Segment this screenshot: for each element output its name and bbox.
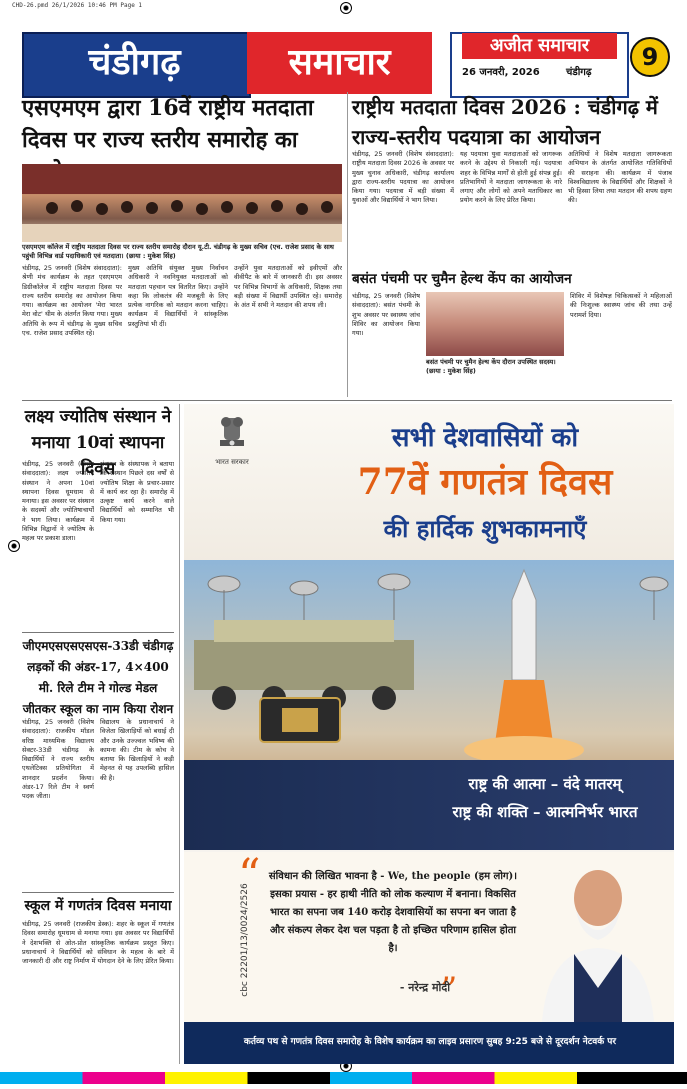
ad-slogan-2: राष्ट्र की शक्ति – आत्मनिर्भर भारत [452,803,638,821]
section-divider [22,892,174,893]
story1-column-3: उन्होंने युवा मतदाताओं को इवीएमों और वीवीपैट के बारे में जानकारी दी। इस अवसर पर विभिन्न विभागों के अधिकारी, शिक्षक तथा बड़ी संख्या में विद्यार्थी उपस्थित रहे। समारोह के अंत में सभी ने मतदान की शपथ ली। [234,264,342,310]
ad-slogan-1: राष्ट्र की आत्मा – वंदे मातरम् [468,775,622,793]
story4-column-2: संस्थान के संस्थापक ने बताया कि संस्थान पिछले दस वर्षों से ज्योतिष शिक्षा के प्रचार-प्रसार में कार्य कर रहा है। समारोह में उत्कृष्ट कार्य करने वाले विद्यार्थियों को सम्मानित भी किया गया। [100,460,174,524]
leader-portrait [528,858,668,1022]
file-info-line: CHD-26.pmd 26/1/2026 10:46 PM Page 1 [12,2,143,9]
ad-logo-caption: भारत सरकार [215,458,249,466]
ad-footer-text: कर्तव्य पथ से गणतंत्र दिवस समारोह के विशेष कार्यक्रम का लाइव प्रसारण सुबह 9:25 बजे से दूरदर्शन नेटवर्क पर [243,1037,617,1047]
color-calibration-strip [0,1072,687,1084]
story4-headline: लक्ष्य ज्योतिष संस्थान ने मनाया 10वां स्थापना दिवस [24,407,172,479]
story5-column-1: चंडीगढ़, 25 जनवरी (विशेष संवाददाता): राजकीय मॉडल वरिष्ठ माध्यमिक विद्यालय सेक्टर-33डी चंडीगढ़ के विद्यार्थियों ने राज्य स्तरीय एथलेटिक्स प्रतियोगिता में शानदार प्रदर्शन किया। अंडर-17 रिले टीम ने स्वर्ण पदक जीता। [22,718,94,801]
story2-headline: राष्ट्रीय मतदाता दिवस 2026 : चंडीगढ़ में राज्य-स्तरीय पदयात्रा का आयोजन [352,95,658,149]
ad-quote-author: - नरेन्द्र मोदी [399,981,451,994]
story1-photo-credit: (छाया : मुकेश सिंह) [125,252,176,260]
story3-headline: बसंत पंचमी पर चुमैन हेल्थ केंप का आयोजन [352,271,572,287]
column-divider [179,404,180,1064]
paper-name: अजीत समाचार [462,33,617,59]
story6-headline: स्कूल में गणतंत्र दिवस मनाया [24,898,172,914]
story1-column-2: मुख्य अतिथि संयुक्त मुख्य निर्वाचन अधिकारी ने नवनियुक्त मतदाताओं को मतदाता पहचान पत्र वितरित किए। उन्होंने कहा कि लोकतंत्र की मजबूती के लिए प्रत्येक नागरिक को मतदान करना चाहिए। कार्यक्रम में विद्यार्थियों ने सांस्कृतिक प्रस्तुतियां भी दीं। [128,264,228,328]
story4-column-1: चंडीगढ़, 25 जनवरी (विशेष संवाददाता): लक्ष्य ज्योतिष संस्थान ने अपना 10वां स्थापना दिवस धूमधाम से मनाया। इस अवसर पर संस्थान के सदस्यों और ज्योतिषाचार्यों ने भाग लिया। कार्यक्रम में विभिन्न विद्वानों ने ज्योतिष के महत्व पर प्रकाश डाला। [22,460,94,543]
close-quote-icon: ” [440,970,458,1010]
ad-greeting-line3: की हार्दिक शुभकामनाएँ [383,514,587,543]
story5-column-2: विद्यालय के प्रधानाचार्य ने विजेता खिलाड़ियों को बधाई दी और उनके उज्ज्वल भविष्य की कामना की। टीम के कोच ने बताया कि खिलाड़ियों ने कड़ी मेहनत से यह उपलब्धि हासिल की है। [100,718,174,782]
story6-body: चंडीगढ़, 25 जनवरी (राजकीय डेस्क): शहर के स्कूल में गणतंत्र दिवस समारोह धूमधाम से मनाया गया। इस अवसर पर विद्यार्थियों ने देशभक्ति से ओत-प्रोत सांस्कृतिक कार्यक्रम प्रस्तुत किए। प्रधानाचार्य ने विद्यार्थियों को संविधान के महत्व के बारे में जानकारी दी और राष्ट्र निर्माण में योगदान देने के लिए प्रेरित किया। [22,920,174,966]
open-quote-icon: “ [238,850,261,901]
column-divider [347,92,348,397]
story2-column-2: यह पदयात्रा युवा मतदाताओं को जागरूक करने के उद्देश्य से निकाली गई। पदयात्रा शहर के विभिन्न मार्गों से होती हुई संपन्न हुई। प्रतिभागियों ने मतदाता जागरूकता के नारे लगाए और लोगों को अपने मताधिकार का प्रयोग करने के लिए प्रेरित किया। [460,150,562,205]
masthead-right-title: समाचार [288,41,391,83]
section-divider [22,632,174,633]
story1-headline: एसएमएम द्वारा 16वें राष्ट्रीय मतदाता दिवस पर राज्य स्तरीय समारोह का [22,95,314,153]
ad-quote-text: संविधान की लिखित भावना है - We, the people (हम लोग)। इसका प्रयास - हर हाथी नीति को लोक कल्याण में बनाना। विकसित भारत का सपना जब 140 करोड़ देशवासियों का सपना बन जाता है और संकल्प लेकर देश चल पड़ता है तो इच्छित परिणाम हासिल होता है। [268,871,518,954]
masthead-left-title: चंडीगढ़ [88,41,181,83]
ad-code: cbc 22201/13/0024/2526 [240,883,250,997]
registration-mark-icon [340,2,352,14]
registration-mark-icon [8,540,20,552]
story3-column-2: शिविर में विशेषज्ञ चिकित्सकों ने महिलाओं की निःशुल्क स्वास्थ्य जांच की तथा उन्हें परामर्श दिया। [570,292,672,319]
page-number: 9 [630,37,670,77]
ad-code-strip [184,852,230,1022]
story3-photo-credit: (छाया : मुकेश सिंह) [426,367,476,375]
story1-column-1: चंडीगढ़, 25 जनवरी (विशेष संवाददाता): श्रेणी मंच कार्यक्रम के तहत एसएमएम डिग्रीकॉलेज में राष्ट्रीय मतदाता दिवस पर राज्य स्तरीय समारोह का आयोजन किया गया। कार्यक्रम का आयोजन 'मेरा भारत मेरा वोट' थीम के अंतर्गत किया गया। मुख्य अतिथि के रूप में चंडीगढ़ के मुख्य सचिव एच. राजेश प्रसाद उपस्थित रहे। [22,264,122,338]
emblem-icon [212,412,252,456]
crowd-photo-icon [22,164,342,242]
microchip-icon [250,690,350,750]
story3-photo [426,292,564,356]
issue-date: 26 जनवरी, 2026 [462,67,540,78]
story2-column-3: अतिथियों ने विशेष मतदाता जागरूकता अभियान के अंतर्गत आयोजित गतिविधियों की सराहना की। कार्यक्रम में पंजाब विश्वविद्यालय के विद्यार्थियों और शिक्षकों ने भी हिस्सा लिया तथा मतदान की शपथ ग्रहण की। [568,150,672,205]
issue-city: चंडीगढ़ [566,67,592,78]
story1-caption: एसएमएम कॉलेज में राष्ट्रीय मतदाता दिवस पर राज्य स्तरीय समारोह दौरान यू.टी. चंडीगढ़ के मुख्य सचिव (एच. राजेश प्रसाद के साथ पहुंची विभिन्न वार्ड पदाधिकारी एवं मतदाता। [22,243,334,260]
ad-greeting-line2: 77वें गणतंत्र दिवस [357,461,613,503]
story3-caption: बसंत पंचमी पर चुमैन हेल्थ केंप दौरान उपस्थित सदस्य। [426,358,556,366]
story2-column-1: चंडीगढ़, 25 जनवरी (विशेष संवाददाता): राष्ट्रीय मतदाता दिवस 2026 के अवसर पर मुख्य चुनाव अधिकारी, चंडीगढ़ कार्यालय द्वारा राज्य-स्तरीय पदयात्रा का आयोजन किया गया। पदयात्रा में बड़ी संख्या में युवाओं और विद्यार्थियों ने भाग लिया। [352,150,454,205]
story5-headline: जीएमएसएसएसएस-33डी चंडीगढ़ लड़कों की अंडर-17, 4×400 मी. रिले टीम ने गोल्ड मेडल जीतकर स्कूल का नाम किया रोशन [22,639,174,716]
story1-photo [22,164,342,242]
section-divider [22,400,672,401]
ad-greeting-line1: सभी देशवासियों को [391,423,579,453]
story3-column-1: चंडीगढ़, 25 जनवरी (विशेष संवाददाता): बसंत पंचमी के शुभ अवसर पर स्वास्थ्य जांच शिविर का आयोजन किया गया। [352,292,420,338]
